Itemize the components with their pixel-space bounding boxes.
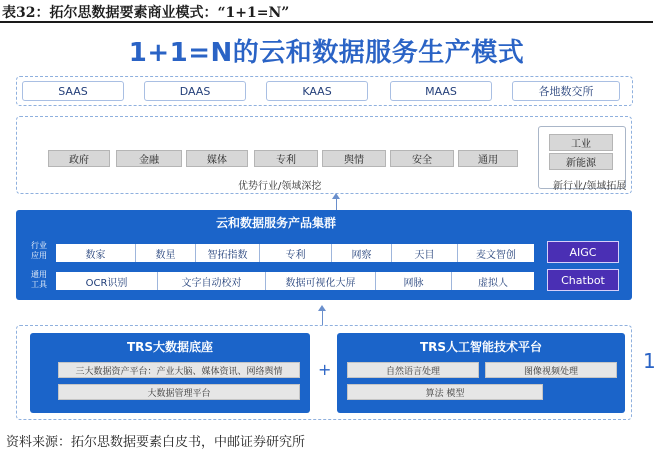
industry-section-label: 优势行业/领域深挖 [238, 181, 322, 192]
tool-cell-wangmai: 网脉 [376, 272, 452, 290]
industry-chip-patent: 专利 [254, 150, 318, 167]
new-industry-chip-industrial: 工业 [549, 134, 613, 151]
plus-sign: + [318, 360, 332, 379]
aigc-box: AIGC [547, 241, 619, 263]
industry-chip-public-opinion: 舆情 [322, 150, 386, 167]
row-label-industry-apps: 行业应用 [31, 241, 47, 260]
app-cell-tianmu: 天目 [392, 244, 458, 262]
ai-tech-platform-title: TRS人工智能技术平台 [419, 340, 543, 354]
big-data-platform-title: TRS大数据底座 [126, 340, 214, 354]
service-model-exchanges: 各地数交所 [512, 81, 620, 101]
app-cell-shujia: 数家 [56, 244, 136, 262]
tool-cell-proofreading: 文字自动校对 [158, 272, 266, 290]
arrow-line-upper [336, 199, 337, 210]
product-cluster-title: 云和数据服务产品集群 [215, 216, 336, 230]
ai-item-nlp: 自然语言处理 [347, 362, 479, 378]
industry-chip-government: 政府 [48, 150, 110, 167]
app-cell-patent: 专利 [260, 244, 332, 262]
app-cell-wangcha: 网察 [332, 244, 392, 262]
arrow-line-lower [322, 311, 323, 325]
service-model-saas: SAAS [22, 81, 124, 101]
tool-cell-ocr: OCR识别 [56, 272, 158, 290]
big-data-asset-platforms: 三大数据资产平台：产业大脑、媒体资讯、网络舆情 [58, 362, 300, 378]
general-tools-row [56, 272, 534, 290]
industry-chip-security: 安全 [390, 150, 454, 167]
row-label-general-tools: 通用工具 [31, 270, 47, 289]
app-cell-shuxing: 数星 [136, 244, 196, 262]
ai-item-algorithm-model: 算法 模型 [347, 384, 543, 400]
industry-apps-row [56, 244, 534, 262]
caption-rule [0, 21, 653, 23]
tool-cell-visualization: 数据可视化大屏 [266, 272, 376, 290]
ai-item-image-video: 图像视频处理 [485, 362, 617, 378]
source-note: 资料来源：拓尔思数据要素白皮书，中邮证券研究所 [6, 435, 306, 450]
service-model-daas: DAAS [144, 81, 246, 101]
chatbot-box: Chatbot [547, 269, 619, 291]
diagram-title: 1+1=N的云和数据服务生产模式 [128, 38, 525, 68]
big-data-management-platform: 大数据管理平台 [58, 384, 300, 400]
arrow-head-lower [318, 305, 326, 311]
service-model-maas: MAAS [390, 81, 492, 101]
service-model-kaas: KAAS [266, 81, 368, 101]
industry-chip-media: 媒体 [186, 150, 248, 167]
tool-cell-virtual-human: 虚拟人 [478, 277, 508, 289]
industry-chip-general: 通用 [458, 150, 518, 167]
new-industry-chip-new-energy: 新能源 [549, 153, 613, 170]
stray-mark: 1 [643, 349, 656, 373]
app-cell-maiwen: 麦文智创 [476, 249, 516, 261]
arrow-head-upper [332, 193, 340, 199]
figure-caption: 表32：拓尔思数据要素商业模式：“1+1=N” [2, 5, 290, 21]
app-cell-index: 智拓指数 [196, 244, 260, 262]
industry-chip-finance: 金融 [116, 150, 182, 167]
new-industry-label: 新行业/领域拓展 [553, 181, 627, 192]
